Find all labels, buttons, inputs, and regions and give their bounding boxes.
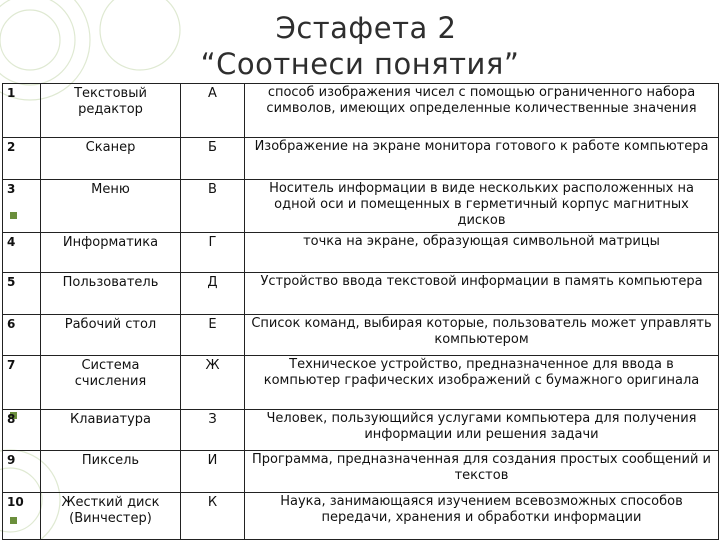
term-cell: Сканер bbox=[41, 138, 181, 180]
term-cell: Жесткий диск (Винчестер) bbox=[41, 493, 181, 540]
definition-cell: Человек, пользующийся услугами компьютера для получения информации или решения задачи bbox=[245, 410, 719, 451]
row-number: 2 bbox=[3, 138, 41, 180]
table-row bbox=[3, 493, 719, 540]
table-row bbox=[3, 273, 719, 315]
page-subtitle: “Соотнеси понятия” bbox=[200, 47, 520, 81]
term-cell: Система счисления bbox=[41, 356, 181, 410]
row-number: 6 bbox=[3, 315, 41, 356]
letter-cell: Г bbox=[181, 233, 245, 273]
row-number: 1 bbox=[3, 84, 41, 138]
letter-cell: З bbox=[181, 410, 245, 451]
row-number: 7 bbox=[3, 356, 41, 410]
row-number: 9 bbox=[3, 451, 41, 493]
definition-cell: Изображение на экране монитора готового к работе компьютера bbox=[245, 138, 719, 180]
definition-cell: Устройство ввода текстовой информации в память компьютера bbox=[245, 273, 719, 315]
definition-cell: Техническое устройство, предназначенное для ввода в компьютер графических изображений с бумажного оригинала bbox=[245, 356, 719, 410]
row-number: 8 bbox=[3, 410, 41, 451]
table-row bbox=[3, 138, 719, 180]
row-number: 5 bbox=[3, 273, 41, 315]
term-cell: Пользователь bbox=[41, 273, 181, 315]
definition-cell: точка на экране, образующая символьной матрицы bbox=[245, 233, 719, 273]
term-cell: Информатика bbox=[41, 233, 181, 273]
letter-cell: В bbox=[181, 180, 245, 233]
table-row bbox=[3, 233, 719, 273]
term-cell: Текстовый редактор bbox=[41, 84, 181, 138]
row-number: 10 bbox=[3, 493, 41, 540]
term-cell: Пиксель bbox=[41, 451, 181, 493]
table-row bbox=[3, 84, 719, 138]
page-title: Эстафета 2 bbox=[275, 11, 457, 45]
row-number: 4 bbox=[3, 233, 41, 273]
table-row bbox=[3, 451, 719, 493]
letter-cell: Е bbox=[181, 315, 245, 356]
letter-cell: И bbox=[181, 451, 245, 493]
letter-cell: К bbox=[181, 493, 245, 540]
definition-cell: Список команд, выбирая которые, пользователь может управлять компьютером bbox=[245, 315, 719, 356]
matching-table bbox=[2, 83, 719, 540]
definition-cell: способ изображения чисел с помощью ограниченного набора символов, имеющих определенные количественные значения bbox=[245, 84, 719, 138]
definition-cell: Программа, предназначенная для создания простых сообщений и текстов bbox=[245, 451, 719, 493]
term-cell: Клавиатура bbox=[41, 410, 181, 451]
term-cell: Рабочий стол bbox=[41, 315, 181, 356]
table-row bbox=[3, 356, 719, 410]
term-cell: Меню bbox=[41, 180, 181, 233]
definition-cell: Наука, занимающаяся изучением всевозможных способов передачи, хранения и обработки информации bbox=[245, 493, 719, 540]
table-row bbox=[3, 180, 719, 233]
letter-cell: А bbox=[181, 84, 245, 138]
row-number: 3 bbox=[3, 180, 41, 233]
table-row bbox=[3, 410, 719, 451]
table-row bbox=[3, 315, 719, 356]
letter-cell: Б bbox=[181, 138, 245, 180]
letter-cell: Д bbox=[181, 273, 245, 315]
definition-cell: Носитель информации в виде нескольких расположенных на одной оси и помещенных в герметичный корпус магнитных дисков bbox=[245, 180, 719, 233]
letter-cell: Ж bbox=[181, 356, 245, 410]
